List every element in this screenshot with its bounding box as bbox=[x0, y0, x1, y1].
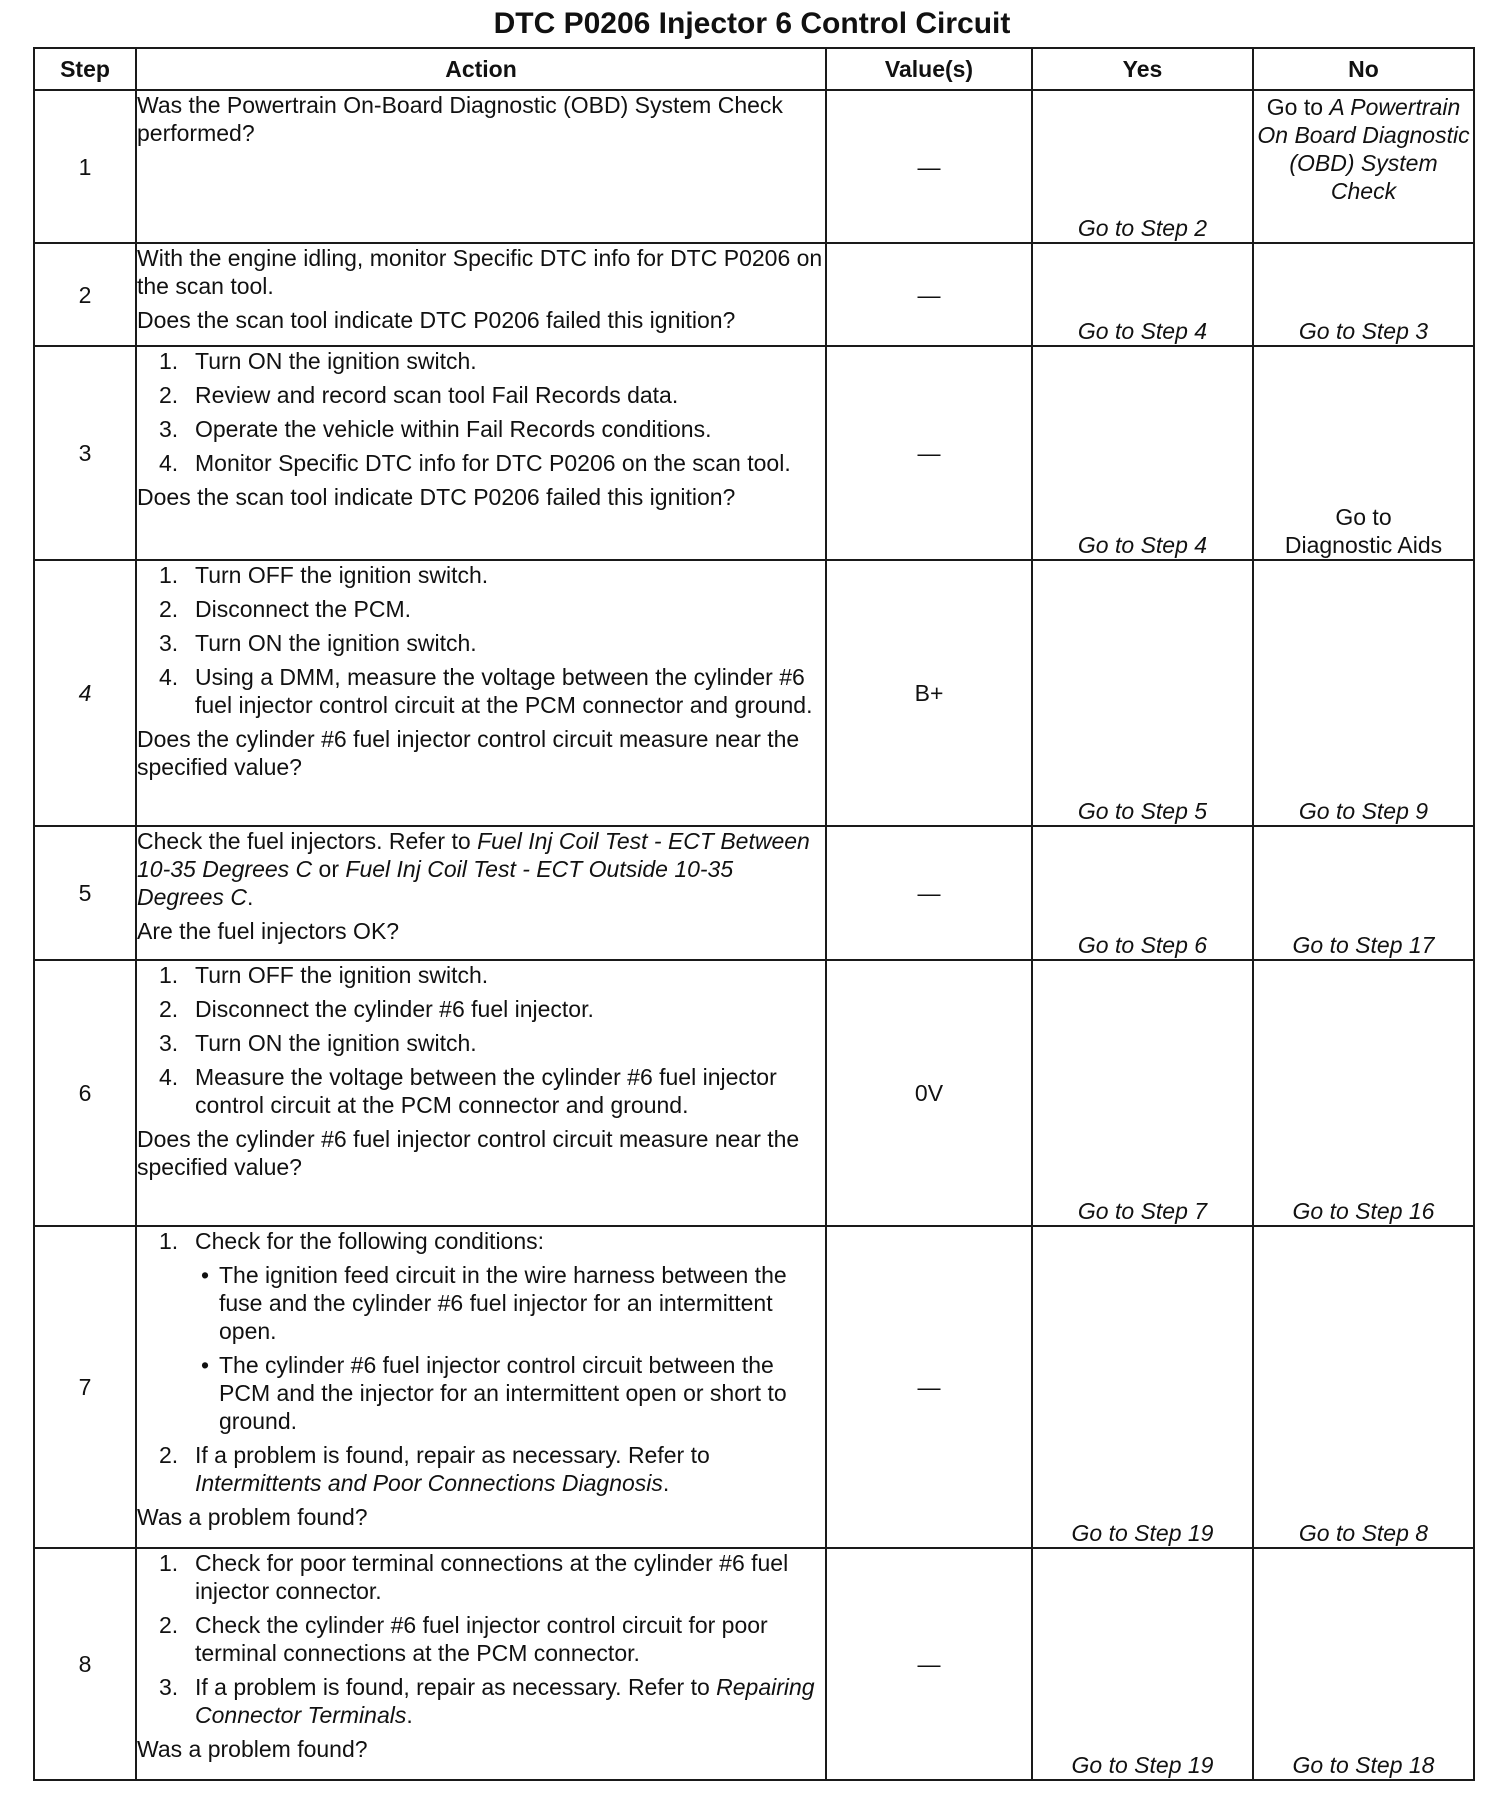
value-cell: — bbox=[826, 1226, 1032, 1548]
value-cell: 0V bbox=[826, 960, 1032, 1226]
value-cell: — bbox=[826, 1548, 1032, 1780]
value-cell: — bbox=[826, 346, 1032, 560]
list-item bbox=[137, 595, 825, 623]
list-text: Check for the following conditions: bbox=[195, 1228, 545, 1254]
action-question: Was a problem found? bbox=[137, 1736, 368, 1762]
list-number: 3. bbox=[159, 1674, 179, 1700]
header-step: Step bbox=[34, 48, 136, 90]
bullet-text: The ignition feed circuit in the wire harness between the fuse and the cylinder #6 fuel injector for an intermittent open. bbox=[219, 1262, 787, 1344]
list-item bbox=[137, 561, 825, 589]
step-number: 4 bbox=[34, 560, 136, 826]
no-cell: Go to Step 9 bbox=[1253, 560, 1474, 826]
reference-link[interactable]: Intermittents and Poor Connections Diagnosis bbox=[195, 1470, 663, 1496]
list-text: Turn ON the ignition switch. bbox=[195, 348, 477, 374]
table-row bbox=[34, 90, 1474, 243]
no-cell: Go to Step 16 bbox=[1253, 960, 1474, 1226]
action-cell bbox=[136, 960, 826, 1226]
action-question: Does the cylinder #6 fuel injector control circuit measure near the specified value? bbox=[137, 726, 800, 780]
list-item bbox=[137, 415, 825, 443]
no-link[interactable]: A Powertrain On Board Diagnostic (OBD) System Check bbox=[1257, 94, 1470, 204]
action-text: With the engine idling, monitor Specific DTC info for DTC P0206 on the scan tool. bbox=[137, 245, 823, 299]
no-cell bbox=[1253, 90, 1474, 243]
yes-cell: Go to Step 5 bbox=[1032, 560, 1253, 826]
yes-cell: Go to Step 6 bbox=[1032, 826, 1253, 960]
no-cell: Go to Step 18 bbox=[1253, 1548, 1474, 1780]
table-row bbox=[34, 1548, 1474, 1780]
action-text-part: . bbox=[246, 884, 254, 910]
action-list bbox=[137, 1549, 825, 1729]
step-number: 6 bbox=[34, 960, 136, 1226]
list-item bbox=[137, 961, 825, 989]
header-row bbox=[34, 48, 1474, 90]
value-cell: — bbox=[826, 90, 1032, 243]
action-list bbox=[137, 347, 825, 477]
list-text: Turn OFF the ignition switch. bbox=[195, 962, 489, 988]
page-title: DTC P0206 Injector 6 Control Circuit bbox=[493, 7, 1011, 40]
action-text: Was the Powertrain On-Board Diagnostic (OBD) System Check performed? bbox=[137, 92, 783, 146]
list-item bbox=[137, 381, 825, 409]
list-text: . bbox=[662, 1470, 670, 1496]
list-item bbox=[137, 347, 825, 375]
yes-cell: Go to Step 7 bbox=[1032, 960, 1253, 1226]
list-item bbox=[137, 1611, 825, 1667]
table-row bbox=[34, 1226, 1474, 1548]
list-number: 2. bbox=[159, 996, 179, 1022]
list-number: 1. bbox=[159, 962, 179, 988]
value-cell: — bbox=[826, 826, 1032, 960]
action-text-part: Check the fuel injectors. Refer to bbox=[137, 828, 471, 854]
action-cell bbox=[136, 1548, 826, 1780]
list-text: If a problem is found, repair as necessary. Refer to bbox=[195, 1674, 710, 1700]
list-number: 1. bbox=[159, 1550, 179, 1576]
no-prefix: Go to bbox=[1335, 504, 1392, 530]
table-row bbox=[34, 960, 1474, 1226]
action-cell bbox=[136, 560, 826, 826]
step-number: 7 bbox=[34, 1226, 136, 1548]
action-cell bbox=[136, 1226, 826, 1548]
list-text: Turn ON the ignition switch. bbox=[195, 1030, 477, 1056]
action-question: Does the scan tool indicate DTC P0206 failed this ignition? bbox=[137, 307, 736, 333]
no-cell: Go to Step 17 bbox=[1253, 826, 1474, 960]
action-text-part: or bbox=[318, 856, 339, 882]
action-question: Does the cylinder #6 fuel injector control circuit measure near the specified value? bbox=[137, 1126, 800, 1180]
list-number: 2. bbox=[159, 382, 179, 408]
list-text: Review and record scan tool Fail Records data. bbox=[195, 382, 679, 408]
action-cell bbox=[136, 90, 826, 243]
value-cell: — bbox=[826, 243, 1032, 346]
list-item bbox=[137, 1673, 825, 1729]
no-cell: Go to Step 3 bbox=[1253, 243, 1474, 346]
action-cell bbox=[136, 346, 826, 560]
bullet-list bbox=[195, 1261, 825, 1435]
list-item bbox=[137, 1029, 825, 1057]
header-action: Action bbox=[136, 48, 826, 90]
step-number: 3 bbox=[34, 346, 136, 560]
list-text: Disconnect the cylinder #6 fuel injector. bbox=[195, 996, 594, 1022]
value-cell: B+ bbox=[826, 560, 1032, 826]
list-text: Turn ON the ignition switch. bbox=[195, 630, 477, 656]
step-number: 2 bbox=[34, 243, 136, 346]
reference-link[interactable]: Fuel Inj Coil Test - ECT Between 10-35 Degrees C bbox=[137, 828, 810, 882]
step-number: 5 bbox=[34, 826, 136, 960]
list-text: Check for poor terminal connections at the cylinder #6 fuel injector connector. bbox=[195, 1550, 789, 1604]
list-number: 2. bbox=[159, 1612, 179, 1638]
table-row bbox=[34, 560, 1474, 826]
list-number: 2. bbox=[159, 596, 179, 622]
no-cell bbox=[1253, 346, 1474, 560]
action-list bbox=[137, 1227, 825, 1497]
action-cell bbox=[136, 826, 826, 960]
yes-cell: Go to Step 19 bbox=[1032, 1226, 1253, 1548]
diagnostic-table bbox=[33, 47, 1475, 1781]
yes-cell: Go to Step 4 bbox=[1032, 346, 1253, 560]
list-item bbox=[137, 995, 825, 1023]
list-number: 4. bbox=[159, 1064, 179, 1090]
list-text: Check the cylinder #6 fuel injector control circuit for poor terminal connections at the PCM connector. bbox=[195, 1612, 768, 1666]
list-text: Monitor Specific DTC info for DTC P0206 on the scan tool. bbox=[195, 450, 791, 476]
header-no: No bbox=[1253, 48, 1474, 90]
bullet-dot-icon: • bbox=[201, 1352, 210, 1378]
yes-cell: Go to Step 4 bbox=[1032, 243, 1253, 346]
action-list bbox=[137, 961, 825, 1119]
header-values: Value(s) bbox=[826, 48, 1032, 90]
list-number: 4. bbox=[159, 664, 179, 690]
action-question: Does the scan tool indicate DTC P0206 failed this ignition? bbox=[137, 484, 736, 510]
list-number: 1. bbox=[159, 1228, 179, 1254]
action-text bbox=[137, 827, 825, 911]
action-question: Was a problem found? bbox=[137, 1504, 368, 1530]
bullet-dot-icon: • bbox=[201, 1262, 210, 1288]
action-list bbox=[137, 561, 825, 719]
list-text: Using a DMM, measure the voltage between the cylinder #6 fuel injector control circuit at the PCM connector and ground. bbox=[195, 664, 813, 718]
table-row bbox=[34, 243, 1474, 346]
yes-cell: Go to Step 19 bbox=[1032, 1548, 1253, 1780]
list-item bbox=[137, 1441, 825, 1497]
action-cell bbox=[136, 243, 826, 346]
action-question: Are the fuel injectors OK? bbox=[137, 918, 400, 944]
list-number: 2. bbox=[159, 1442, 179, 1468]
list-item bbox=[137, 1227, 825, 1435]
step-number: 8 bbox=[34, 1548, 136, 1780]
list-item bbox=[137, 1063, 825, 1119]
list-text: If a problem is found, repair as necessary. Refer to bbox=[195, 1442, 710, 1468]
list-number: 3. bbox=[159, 416, 179, 442]
reference-link[interactable]: Repairing Connector Terminals bbox=[195, 1674, 815, 1728]
list-text: Operate the vehicle within Fail Records conditions. bbox=[195, 416, 712, 442]
list-item bbox=[137, 1549, 825, 1605]
list-text: Measure the voltage between the cylinder #6 fuel injector control circuit at the PCM connector and ground. bbox=[195, 1064, 777, 1118]
no-link[interactable]: Diagnostic Aids bbox=[1284, 532, 1443, 558]
table-row bbox=[34, 346, 1474, 560]
list-item bbox=[137, 629, 825, 657]
list-item bbox=[137, 663, 825, 719]
bullet-item bbox=[195, 1351, 825, 1435]
no-cell: Go to Step 8 bbox=[1253, 1226, 1474, 1548]
list-number: 1. bbox=[159, 348, 179, 374]
list-number: 3. bbox=[159, 1030, 179, 1056]
reference-link[interactable]: Fuel Inj Coil Test - ECT Outside 10-35 Degrees C bbox=[137, 856, 734, 910]
bullet-item bbox=[195, 1261, 825, 1345]
no-prefix: Go to bbox=[1266, 94, 1324, 120]
list-text: Turn OFF the ignition switch. bbox=[195, 562, 489, 588]
list-text: . bbox=[406, 1702, 413, 1728]
bullet-text: The cylinder #6 fuel injector control circuit between the PCM and the injector for an intermittent open or short to ground. bbox=[219, 1352, 787, 1434]
list-text: Disconnect the PCM. bbox=[195, 596, 412, 622]
list-item bbox=[137, 449, 825, 477]
table-row bbox=[34, 826, 1474, 960]
list-number: 1. bbox=[159, 562, 179, 588]
header-yes: Yes bbox=[1032, 48, 1253, 90]
step-number: 1 bbox=[34, 90, 136, 243]
list-number: 4. bbox=[159, 450, 179, 476]
list-number: 3. bbox=[159, 630, 179, 656]
yes-cell: Go to Step 2 bbox=[1032, 90, 1253, 243]
